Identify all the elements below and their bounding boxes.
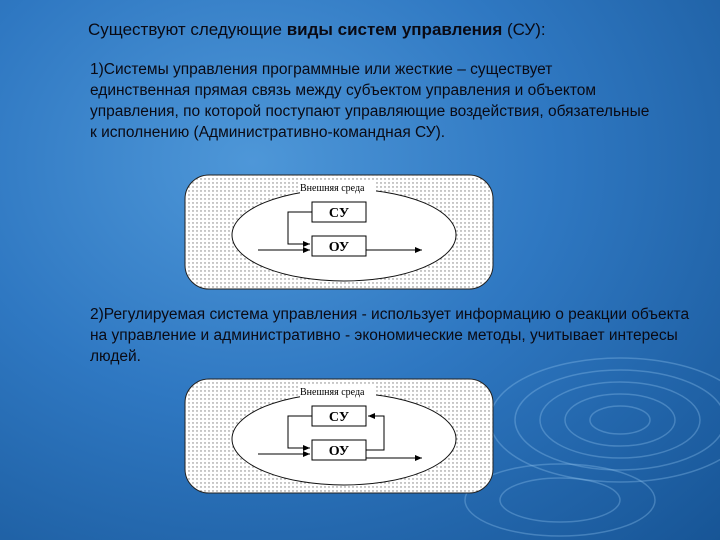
environment-label: Внешняя среда [300, 387, 365, 398]
control-object-label: ОУ [328, 240, 350, 255]
title-suffix: (СУ): [502, 20, 546, 39]
title-prefix: Существуют следующие [88, 20, 287, 39]
slide-title [88, 20, 688, 40]
environment-label: Внешняя среда [300, 183, 365, 194]
paragraph-rigid-systems: 1)Системы управления программные или жесткие – существует единственная прямая связь между субъектом управления и объектом управления, по которой поступают управляющие воздействия, обязательные к исполнению (Административно-командная СУ). [90, 61, 650, 141]
control-subject-label: СУ [328, 206, 350, 221]
diagram-regulated-control [184, 378, 494, 494]
paragraph-regulated-systems: 2)Регулируемая система управления - использует информацию о реакции объекта на управление и административно - экономические методы, учитывает интересы людей. [90, 306, 690, 365]
control-subject-label: СУ [328, 410, 350, 425]
title-bold: виды систем управления [286, 20, 503, 39]
control-object-label: ОУ [328, 444, 350, 459]
diagram-rigid-control [184, 174, 494, 290]
